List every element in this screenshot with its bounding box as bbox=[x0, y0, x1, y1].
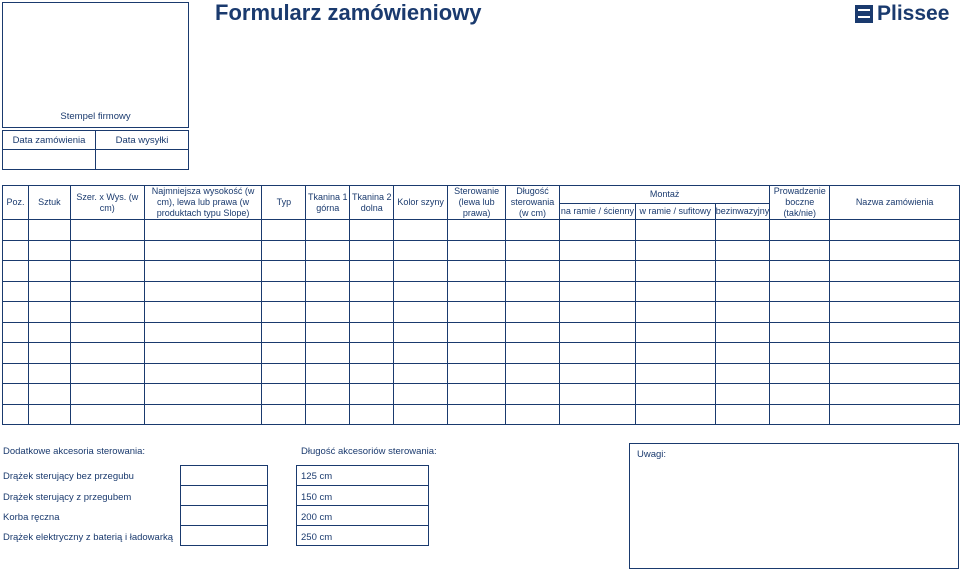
table-cell[interactable] bbox=[70, 384, 144, 405]
table-cell[interactable] bbox=[715, 240, 770, 261]
table-cell[interactable] bbox=[70, 261, 144, 282]
table-cell[interactable] bbox=[306, 302, 350, 323]
table-cell[interactable] bbox=[715, 281, 770, 302]
table-cell[interactable] bbox=[560, 384, 636, 405]
table-cell[interactable] bbox=[144, 220, 262, 241]
table-cell[interactable] bbox=[262, 343, 306, 364]
table-cell[interactable] bbox=[262, 281, 306, 302]
table-cell[interactable] bbox=[350, 281, 394, 302]
table-cell[interactable] bbox=[350, 240, 394, 261]
header-size: Szer. x Wys. (w cm) bbox=[70, 186, 144, 220]
accessory-qty-field[interactable] bbox=[180, 505, 268, 526]
table-cell[interactable] bbox=[144, 363, 262, 384]
table-cell[interactable] bbox=[715, 261, 770, 282]
length-field[interactable] bbox=[296, 525, 429, 546]
lengths-title: Długość akcesoriów sterowania: bbox=[301, 446, 437, 457]
table-cell[interactable] bbox=[830, 363, 960, 384]
table-cell[interactable] bbox=[560, 404, 636, 425]
header-mount-inframe-ceiling: w ramie / sufitowy bbox=[635, 204, 715, 220]
table-cell[interactable] bbox=[506, 343, 560, 364]
table-cell[interactable] bbox=[262, 302, 306, 323]
table-cell[interactable] bbox=[448, 343, 506, 364]
table-cell[interactable] bbox=[262, 384, 306, 405]
table-cell[interactable] bbox=[144, 343, 262, 364]
table-cell[interactable] bbox=[3, 240, 29, 261]
length-field[interactable] bbox=[296, 485, 429, 506]
table-cell[interactable] bbox=[506, 404, 560, 425]
header-mount-noninvasive: bezinwazyjny bbox=[715, 204, 770, 220]
header-mount-frame-wall: na ramie / ścienny bbox=[560, 204, 636, 220]
table-cell[interactable] bbox=[394, 384, 448, 405]
table-cell[interactable] bbox=[830, 281, 960, 302]
header-type: Typ bbox=[262, 186, 306, 220]
brand-logo bbox=[855, 2, 949, 26]
table-cell[interactable] bbox=[448, 261, 506, 282]
table-cell[interactable] bbox=[70, 363, 144, 384]
accessory-qty-field[interactable] bbox=[180, 485, 268, 506]
table-cell[interactable] bbox=[635, 322, 715, 343]
table-cell[interactable] bbox=[830, 322, 960, 343]
table-cell[interactable] bbox=[28, 322, 70, 343]
table-cell[interactable] bbox=[394, 322, 448, 343]
table-cell[interactable] bbox=[394, 261, 448, 282]
table-cell[interactable] bbox=[770, 384, 830, 405]
table-cell[interactable] bbox=[506, 240, 560, 261]
table-cell[interactable] bbox=[560, 363, 636, 384]
table-cell[interactable] bbox=[394, 363, 448, 384]
header-rail-color: Kolor szyny bbox=[394, 186, 448, 220]
table-cell[interactable] bbox=[560, 220, 636, 241]
table-cell[interactable] bbox=[28, 384, 70, 405]
table-cell[interactable] bbox=[635, 220, 715, 241]
length-field[interactable] bbox=[296, 505, 429, 526]
table-cell[interactable] bbox=[448, 322, 506, 343]
table-cell[interactable] bbox=[770, 302, 830, 323]
table-cell[interactable] bbox=[262, 261, 306, 282]
header-mounting: Montaż bbox=[560, 186, 770, 204]
table-row bbox=[3, 343, 960, 364]
table-cell[interactable] bbox=[350, 302, 394, 323]
table-cell[interactable] bbox=[70, 302, 144, 323]
header-fabric1: Tkanina 1 górna bbox=[306, 186, 350, 220]
table-cell[interactable] bbox=[560, 240, 636, 261]
table-cell[interactable] bbox=[394, 240, 448, 261]
table-cell[interactable] bbox=[306, 384, 350, 405]
table-cell[interactable] bbox=[70, 220, 144, 241]
table-cell[interactable] bbox=[144, 281, 262, 302]
table-row bbox=[3, 322, 960, 343]
ship-date-field[interactable] bbox=[95, 149, 189, 170]
plissee-logo-icon bbox=[855, 5, 873, 23]
notes-box[interactable] bbox=[629, 443, 959, 569]
length-field[interactable] bbox=[296, 465, 429, 486]
table-cell[interactable] bbox=[394, 302, 448, 323]
table-cell[interactable] bbox=[350, 404, 394, 425]
table-cell[interactable] bbox=[830, 261, 960, 282]
header-qty: Sztuk bbox=[28, 186, 70, 220]
table-cell[interactable] bbox=[506, 261, 560, 282]
table-cell[interactable] bbox=[770, 240, 830, 261]
table-row bbox=[3, 302, 960, 323]
order-date-label: Data zamówienia bbox=[2, 130, 96, 150]
header-order-name: Nazwa zamówienia bbox=[830, 186, 960, 220]
table-cell[interactable] bbox=[28, 302, 70, 323]
table-cell[interactable] bbox=[3, 404, 29, 425]
accessory-item: Drążek elektryczny z baterią i ładowarką bbox=[3, 532, 174, 543]
table-cell[interactable] bbox=[506, 363, 560, 384]
accessory-item: Drążek sterujący z przegubem bbox=[3, 492, 132, 503]
table-row bbox=[3, 220, 960, 241]
table-cell[interactable] bbox=[350, 220, 394, 241]
table-cell[interactable] bbox=[830, 343, 960, 364]
table-row bbox=[3, 384, 960, 405]
table-row bbox=[3, 363, 960, 384]
table-row bbox=[3, 261, 960, 282]
table-cell[interactable] bbox=[560, 343, 636, 364]
table-cell[interactable] bbox=[306, 343, 350, 364]
table-cell[interactable] bbox=[3, 343, 29, 364]
accessories-title: Dodatkowe akcesoria sterowania: bbox=[3, 446, 146, 457]
table-cell[interactable] bbox=[560, 302, 636, 323]
accessory-item: Drążek sterujący bez przegubu bbox=[3, 471, 134, 482]
header-fabric2: Tkanina 2 dolna bbox=[350, 186, 394, 220]
table-cell[interactable] bbox=[635, 363, 715, 384]
length-option: 125 cm bbox=[301, 471, 333, 482]
table-cell[interactable] bbox=[394, 220, 448, 241]
accessory-qty-field[interactable] bbox=[180, 465, 268, 486]
table-cell[interactable] bbox=[3, 322, 29, 343]
table-cell[interactable] bbox=[350, 322, 394, 343]
table-cell[interactable] bbox=[28, 363, 70, 384]
stamp-label: Stempel firmowy bbox=[60, 111, 131, 122]
table-cell[interactable] bbox=[28, 343, 70, 364]
table-cell[interactable] bbox=[506, 322, 560, 343]
table-cell[interactable] bbox=[262, 240, 306, 261]
table-cell[interactable] bbox=[715, 302, 770, 323]
table-cell[interactable] bbox=[448, 404, 506, 425]
table-cell[interactable] bbox=[830, 240, 960, 261]
ship-date-label: Data wysyłki bbox=[95, 130, 189, 150]
table-cell[interactable] bbox=[306, 220, 350, 241]
table-cell[interactable] bbox=[28, 220, 70, 241]
table-cell[interactable] bbox=[350, 384, 394, 405]
table-cell[interactable] bbox=[560, 261, 636, 282]
table-cell[interactable] bbox=[635, 261, 715, 282]
table-cell[interactable] bbox=[3, 302, 29, 323]
table-cell[interactable] bbox=[715, 404, 770, 425]
length-option: 200 cm bbox=[301, 512, 333, 523]
table-cell[interactable] bbox=[70, 281, 144, 302]
table-cell[interactable] bbox=[635, 281, 715, 302]
table-row bbox=[3, 240, 960, 261]
company-stamp-box[interactable] bbox=[2, 2, 189, 128]
table-cell[interactable] bbox=[770, 281, 830, 302]
table-cell[interactable] bbox=[28, 261, 70, 282]
table-cell[interactable] bbox=[448, 281, 506, 302]
table-cell[interactable] bbox=[448, 302, 506, 323]
table-cell[interactable] bbox=[394, 343, 448, 364]
table-cell[interactable] bbox=[70, 322, 144, 343]
table-cell[interactable] bbox=[560, 322, 636, 343]
table-cell[interactable] bbox=[448, 384, 506, 405]
table-cell[interactable] bbox=[770, 404, 830, 425]
table-cell[interactable] bbox=[830, 384, 960, 405]
header-control-length: Długość sterowania (w cm) bbox=[506, 186, 560, 220]
table-cell[interactable] bbox=[635, 343, 715, 364]
table-cell[interactable] bbox=[448, 220, 506, 241]
table-cell[interactable] bbox=[770, 261, 830, 282]
header-side-guides: Prowadzenie boczne (tak/nie) bbox=[770, 186, 830, 220]
table-cell[interactable] bbox=[350, 343, 394, 364]
table-cell[interactable] bbox=[306, 363, 350, 384]
table-cell[interactable] bbox=[3, 363, 29, 384]
header-min-height: Najmniejsza wysokość (w cm), lewa lub prawa (w produktach typu Slope) bbox=[144, 186, 262, 220]
table-cell[interactable] bbox=[635, 302, 715, 323]
table-cell[interactable] bbox=[144, 404, 262, 425]
table-cell[interactable] bbox=[770, 363, 830, 384]
order-table bbox=[2, 185, 960, 425]
page-title: Formularz zamówieniowy bbox=[215, 0, 482, 25]
table-cell[interactable] bbox=[144, 384, 262, 405]
table-cell[interactable] bbox=[144, 302, 262, 323]
table-cell[interactable] bbox=[506, 302, 560, 323]
table-cell[interactable] bbox=[350, 363, 394, 384]
table-row bbox=[3, 404, 960, 425]
table-cell[interactable] bbox=[506, 281, 560, 302]
table-cell[interactable] bbox=[144, 322, 262, 343]
table-cell[interactable] bbox=[715, 384, 770, 405]
table-cell[interactable] bbox=[770, 343, 830, 364]
table-cell[interactable] bbox=[770, 220, 830, 241]
table-cell[interactable] bbox=[70, 343, 144, 364]
table-cell[interactable] bbox=[635, 384, 715, 405]
length-option: 150 cm bbox=[301, 492, 333, 503]
table-cell[interactable] bbox=[28, 240, 70, 261]
table-cell[interactable] bbox=[306, 240, 350, 261]
table-cell[interactable] bbox=[635, 404, 715, 425]
brand-name: Plissee bbox=[877, 2, 950, 25]
table-cell[interactable] bbox=[28, 281, 70, 302]
table-cell[interactable] bbox=[144, 261, 262, 282]
table-cell[interactable] bbox=[350, 261, 394, 282]
table-cell[interactable] bbox=[70, 240, 144, 261]
table-cell[interactable] bbox=[144, 240, 262, 261]
notes-label: Uwagi: bbox=[637, 449, 667, 460]
table-cell[interactable] bbox=[28, 404, 70, 425]
table-cell[interactable] bbox=[448, 240, 506, 261]
table-cell[interactable] bbox=[262, 322, 306, 343]
table-cell[interactable] bbox=[3, 384, 29, 405]
table-cell[interactable] bbox=[70, 404, 144, 425]
order-date-field[interactable] bbox=[2, 149, 96, 170]
table-cell[interactable] bbox=[262, 404, 306, 425]
length-option: 250 cm bbox=[301, 532, 333, 543]
table-cell[interactable] bbox=[306, 281, 350, 302]
table-cell[interactable] bbox=[394, 404, 448, 425]
table-cell[interactable] bbox=[635, 240, 715, 261]
table-cell[interactable] bbox=[262, 220, 306, 241]
table-cell[interactable] bbox=[830, 220, 960, 241]
table-row bbox=[3, 281, 960, 302]
table-cell[interactable] bbox=[306, 261, 350, 282]
header-pos: Poz. bbox=[3, 186, 29, 220]
table-cell[interactable] bbox=[830, 404, 960, 425]
table-cell[interactable] bbox=[715, 322, 770, 343]
table-cell[interactable] bbox=[448, 363, 506, 384]
header-control: Sterowanie (lewa lub prawa) bbox=[448, 186, 506, 220]
table-cell[interactable] bbox=[3, 220, 29, 241]
table-cell[interactable] bbox=[306, 404, 350, 425]
table-cell[interactable] bbox=[715, 363, 770, 384]
table-cell[interactable] bbox=[3, 261, 29, 282]
table-cell[interactable] bbox=[770, 322, 830, 343]
table-cell[interactable] bbox=[830, 302, 960, 323]
table-cell[interactable] bbox=[306, 322, 350, 343]
table-cell[interactable] bbox=[262, 363, 306, 384]
table-cell[interactable] bbox=[506, 384, 560, 405]
table-cell[interactable] bbox=[506, 220, 560, 241]
table-cell[interactable] bbox=[394, 281, 448, 302]
table-cell[interactable] bbox=[3, 281, 29, 302]
table-cell[interactable] bbox=[560, 281, 636, 302]
accessory-qty-field[interactable] bbox=[180, 525, 268, 546]
table-cell[interactable] bbox=[715, 343, 770, 364]
table-cell[interactable] bbox=[715, 220, 770, 241]
accessory-item: Korba ręczna bbox=[3, 512, 60, 523]
